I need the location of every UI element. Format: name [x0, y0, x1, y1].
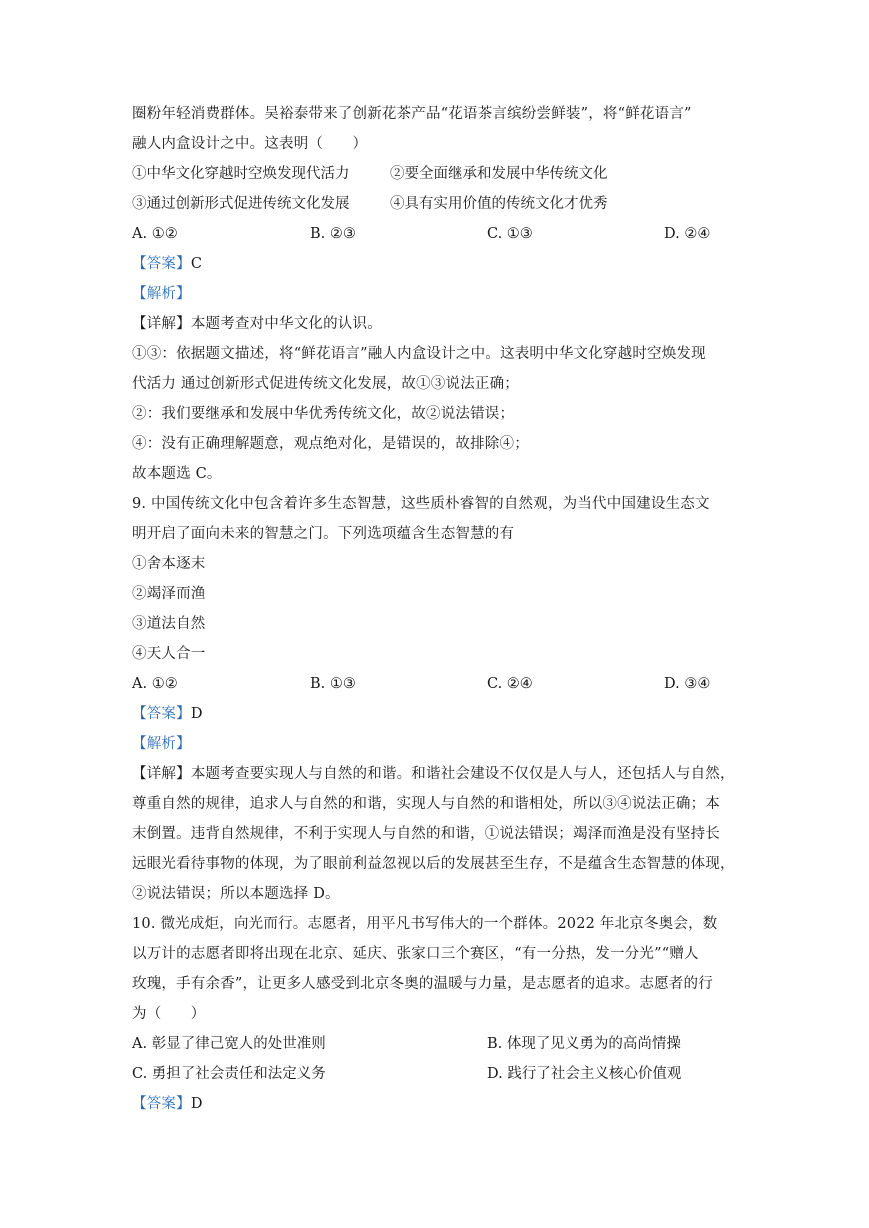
- q10-option-a: A. 彰显了律己宽人的处世准则: [132, 1036, 326, 1052]
- q8-answer: [132, 254, 202, 274]
- answer-tag: 【答案】: [132, 1096, 191, 1112]
- q9-statement-2: ②竭泽而渔: [132, 586, 206, 602]
- q9-detail-line-4: 远眼光看待事物的体现，为了眼前利益忽视以后的发展甚至生存，不是蕴含生态智慧的体现，: [132, 856, 735, 872]
- answer-tag: 【答案】: [132, 706, 191, 722]
- q8-detail-line-1: [132, 314, 382, 334]
- q9-answer-value: D: [190, 706, 203, 722]
- q9-detail-line-3: 末倒置。违背自然规律，不利于实现人与自然的和谐，①说法错误；竭泽而渔是没有坚持长: [132, 826, 720, 842]
- q10-option-c: C. 勇担了社会责任和法定义务: [132, 1066, 326, 1082]
- q9-detail-line-5: ②说法错误；所以本题选择 D。: [132, 886, 340, 902]
- detail-tag: 【详解】: [132, 766, 191, 782]
- q8-stem-line-1: 圈粉年轻消费群体。吴裕泰带来了创新花茶产品“花语茶言缤纷尝鲜装”，将“鲜花语言”: [132, 106, 692, 122]
- q9-statement-4: ④天人合一: [132, 646, 206, 662]
- detail-tag: 【详解】: [132, 316, 191, 332]
- q9-stem-line-1: 9. 中国传统文化中包含着许多生态智慧，这些质朴睿智的自然观，为当代中国建设生态文: [132, 496, 710, 512]
- q8-analysis-tag: 【解析】: [132, 286, 191, 302]
- q8-option-d: D. ②④: [664, 226, 711, 242]
- q9-option-d: D. ③④: [664, 676, 711, 692]
- q9-option-a: A. ①②: [132, 676, 178, 692]
- q8-statement-3: ③通过创新形式促进传统文化发展: [132, 196, 350, 212]
- answer-tag: 【答案】: [132, 256, 191, 272]
- q10-stem-line-4: 为（ ）: [132, 1006, 206, 1022]
- q9-answer: [132, 704, 203, 724]
- q8-detail-line-4: ②：我们要继承和发展中华优秀传统文化，故②说法错误；: [132, 406, 515, 422]
- q8-statement-4: ④具有实用价值的传统文化才优秀: [390, 196, 608, 212]
- q8-stem-line-2: 融人内盒设计之中。这表明（ ）: [132, 136, 368, 152]
- q9-detail-line-1: [132, 764, 735, 784]
- q8-statement-1: ①中华文化穿越时空焕发现代活力: [132, 166, 350, 182]
- q10-stem-line-1: 10. 微光成炬，向光而行。志愿者，用平凡书写伟大的一个群体。2022 年北京冬奥会，数: [132, 916, 718, 932]
- q10-stem-line-3: 玫瑰，手有余香”，让更多人感受到北京冬奥的温暖与力量，是志愿者的追求。志愿者的行: [132, 976, 713, 992]
- q10-answer: [132, 1094, 203, 1114]
- q9-analysis-tag: 【解析】: [132, 736, 191, 752]
- q8-statement-2: ②要全面继承和发展中华传统文化: [390, 166, 608, 182]
- q10-answer-value: D: [190, 1096, 203, 1112]
- q8-option-a: A. ①②: [132, 226, 178, 242]
- q8-detail-line-5: ④：没有正确理解题意，观点绝对化，是错误的，故排除④；: [132, 436, 529, 452]
- q10-option-d: D. 践行了社会主义核心价值观: [487, 1066, 682, 1082]
- q8-option-c: C. ①③: [487, 226, 533, 242]
- q9-option-b: B. ①③: [310, 676, 356, 692]
- q8-detail-line-3: 代活力 通过创新形式促进传统文化发展，故①③说法正确；: [132, 376, 520, 392]
- q8-detail-line-2: ①③：依据题文描述，将“鲜花语言”融人内盒设计之中。这表明中华文化穿越时空焕发现: [132, 346, 706, 362]
- q9-option-c: C. ②④: [487, 676, 533, 692]
- q8-detail-line-6: 故本题选 C。: [132, 466, 222, 482]
- q8-answer-value: C: [190, 256, 203, 272]
- q9-stem-line-2: 明开启了面向未来的智慧之门。下列选项蕴含生态智慧的有: [132, 526, 515, 542]
- q9-statement-1: ①舍本逐末: [132, 556, 206, 572]
- q8-detail-text-1: 本题考查对中华文化的认识。: [190, 316, 382, 332]
- q10-stem-line-2: 以万计的志愿者即将出现在北京、延庆、张家口三个赛区，“有一分热，发一分光”“赠人: [132, 946, 699, 962]
- q10-option-b: B. 体现了见义勇为的高尚情操: [487, 1036, 681, 1052]
- q9-detail-line-2: 尊重自然的规律，追求人与自然的和谐，实现人与自然的和谐相处，所以③④说法正确；本: [132, 796, 720, 812]
- q9-detail-text-1: 本题考查要实现人与自然的和谐。和谐社会建设不仅仅是人与人，还包括人与自然，: [190, 766, 735, 782]
- q9-statement-3: ③道法自然: [132, 616, 206, 632]
- q8-option-b: B. ②③: [310, 226, 356, 242]
